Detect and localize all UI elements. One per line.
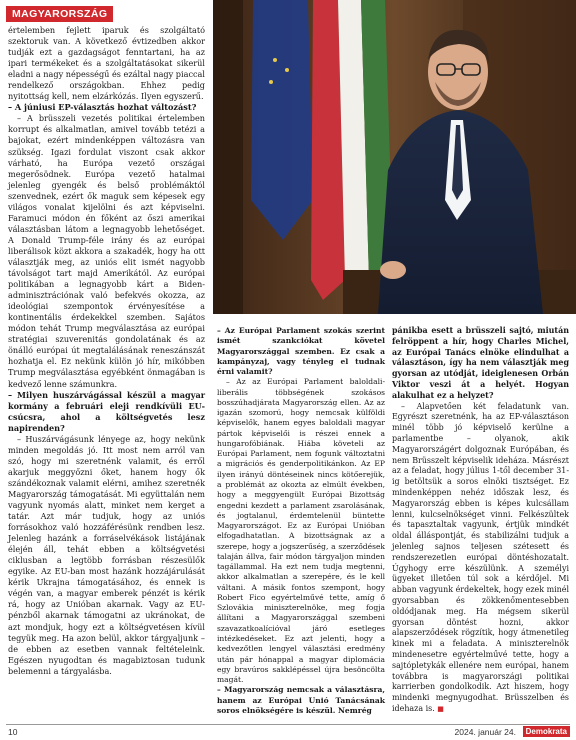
article-column-2 xyxy=(217,326,385,716)
paragraph: értelemben fejlett iparuk és szolgáltató szektoruk van. A következő évtizedben akkor tudják ezt a gazdagságot fenntartani, ha az ipari termékeket és a szolgáltatásokat sikerül eladni a nagy népességű és ezáltal nagy piaccal rendelkező országokban. Ehhez pedig nyitottság kell, nem elzárkózás. Ilyen egyszerű. xyxy=(8,25,205,102)
interview-question: pánikba esett a brüsszeli sajtó, miután felröppent a hír, hogy Charles Michel, az Európai Tanács elnöke elindulhat a választáson, így ha nem választják meg gyorsan az utódját, ideiglenesen Orbán Viktor veszi át a helyét. Hogyan alakulhat ez a helyzet? xyxy=(392,326,569,400)
interview-question: – Milyen huszárvágással készül a magyar kormány a februári eleji rendkívüli EU-csúcsra, ahol a költségvetés lesz napirenden? xyxy=(8,389,205,433)
article-column-3 xyxy=(392,326,569,715)
interview-question: – Az Európai Parlament szokás szerint ismét szankciókat követel Magyarországgal szemben. Ez csak a kampányzaj, vagy tényleg el tudnak érni valamit? xyxy=(217,326,385,377)
publication-date: 2024. január 24. xyxy=(454,727,516,737)
paragraph-text: – Alapvetően két feladatunk van. Egyrészt szeretnénk, ha az EP-választáson minél több jó képviselő kerülne a parlamentbe – olyanok, akik Magyarországért dolgoznak Európában, és nem Brüsszelt képviselik ideháza. Másrészt az a feladat, hogy július 1-től december 31-ig betöltsük a soros elnöki tisztséget. Ez mindenképpen nehéz időszak lesz, és Magyarország ebben is képes kulcsállam lenni, kulcselnökséget vinni. Felkészültek és tapasztaltak vagyunk, értjük mindkét oldal álláspontját, és stabilizálni tudjuk a jelenleg sajnos teljesen szétesett és rendszerezetlen európai döntéshozatalt. Úgyhogy erre készülünk. A személyi ügyeket illetően túl sok a kérdőjel. Mi abban vagyunk érdekeltek, hogy ezek minél gyorsabban és zökkenőmentesebben oldódjanak meg. Ha mégsem sikerül gyorsan döntést hozni, akkor alapszerződések rögzítik, hogy átmenetileg kinek mi a feladata. A miniszterelnök mindenesetre egyértelművé tette, hogy a sajtópletykák ellenére nem európai, hanem továbbra is magyarországi politikai karrierben gondolkodik. Azt hiszem, hogy mindenki megnyugodhat. Brüsszelben és idehaza is. xyxy=(392,401,569,713)
publication-logo: Demokrata xyxy=(523,726,570,737)
section-tag: MAGYARORSZÁG xyxy=(6,6,113,22)
portrait-photo xyxy=(213,0,576,314)
end-mark-icon: ■ xyxy=(437,704,444,713)
article-column-1 xyxy=(8,25,205,677)
page-number: 10 xyxy=(8,727,18,737)
paragraph: – Huszárvágásunk lényege az, hogy nekünk minden megoldás jó. Itt most nem arról van szó, hogy mi szeretnénk valamit, és erről akarjuk meggyőzni őket, hanem hogy ők szándékoznak valamit elérni, amihez szeretnék Magyarország támogatását. Mi együttalán nem vagyunk nyomás alatt, minket nem kerget a tatár. Azt már tudjuk, hogy az uniós forrásokhoz való hozzáférésünk rendben lesz. Jelenleg hazánk a forráselvékások listájának élején áll, tehát ebben a költségvetési ciklusban a legtöbb forrásban részesülők egyike. Az EU-ban most hazánk hozzájárulását kérik Ukrajna támogatásához, és ennek is végén van, a magyar emberek pénzét is kérik rá, hogy az Unióban akarnak. Vagy az EU-pénzből akarnak támogatni az ukránokat, de azt mondjuk, hogy ezt a költségvetésen kívül tegyük meg. Ha azon belül, akkor tárgyaljunk – de ebben az esetben vannak feltételeink. Egészen nyugodtan és magabiztosan tudunk belemenni a tárgyalásba. xyxy=(8,433,205,676)
paragraph: – A brüsszeli vezetés politikai értelemben korrupt és alkalmatlan, amivel tovább tetézi a bajokat, ezért mindenképpen változásra van szükség. Igazi fordulat viszont csak akkor várható, ha Európa vezető országai megerősödnek. Európa vezető hatalmai jelenleg gyengék és belső problémáktól szenvednek, ezért ők maguk sem képesek egy világos vonalat kijelölni és azt képviselni. Faramuci módon én főként az őszi amerikai választásban látom a legnagyobb lehetőséget. A Donald Trump-féle irány és az európai liberálisok közt akkora a szakadék, hogy ha ott választják meg, az uniós elit ismét nagyobb távolságot tart majd Amerikától. Az európai politikában a legnagyobb kárt a Biden-adminisztrációnak való befekvés okozza, az ideológiai szempontok érvényesítése a kontinentális érdekekkel szemben. Sajátos módon tehát Trump megválasztása az európai stratégiai szuverenitás gondolatának és az önálló európai út megtalálásának reneszánszát hozhatja el. Ez nekünk külön jó hír, mikóbben Trump megválasztása egyébként önmagában is kedvező lenne számunkra. xyxy=(8,113,205,389)
paragraph xyxy=(392,402,569,715)
interview-question: – Magyarország nemcsak a választásra, hanem az Európai Unió Tanácsának soros elnökségére is készül. Nemrég xyxy=(217,685,385,715)
interview-question: – A júniusi EP-választás hozhat változást? xyxy=(8,102,197,113)
footer-divider xyxy=(6,724,570,725)
paragraph: – Az az Európai Parlament baloldali-liberális többségének szokásos bosszúhadjárata Magyarország ellen. Az az igazán szomorú, hogy nemcsak külföldi képviselők, hanem egyes baloldali magyar pártok képviselői is részei ennek a hungarofóbiának. Hiába követeli az Európai Parlament, nem fogunk változtatni a migrációs és genderpolitikánkon. Az EP ilyen irányú döntéseinek nincs kötőerejük, a problémát az okozta az elmúlt években, hogy a meggyengült Európai Bizottság engedni kezdett a parlament zsarolásának, és jogtalanul, érdemtelenül büntette Magyarországot. Ez az Európai Unióban elfogadhatatlan. A bizottságnak az a szerepe, hogy a jogszerűség, a szerződések talaján állva, fair módon tárgyaljon minden tagállammal. Ha ezt nem tudja megtenni, akkor alkalmatlan a szerepére, és le kell váltani. A másik fontos szempont, hogy Robert Fico egyértelművé tette, amíg ő Szlovákia miniszterelnöke, meg fogja állítani a Magyarországgal szembeni szavazatkoalícióval járó esetleges intézkedéseket. Ez azt jelenti, hogy a kedvezőtlen lengyel választási eredmény után pár hónappal a magyar diplomácia egy bravúros sakklépéssel újra besöncölta magát. xyxy=(217,377,385,685)
